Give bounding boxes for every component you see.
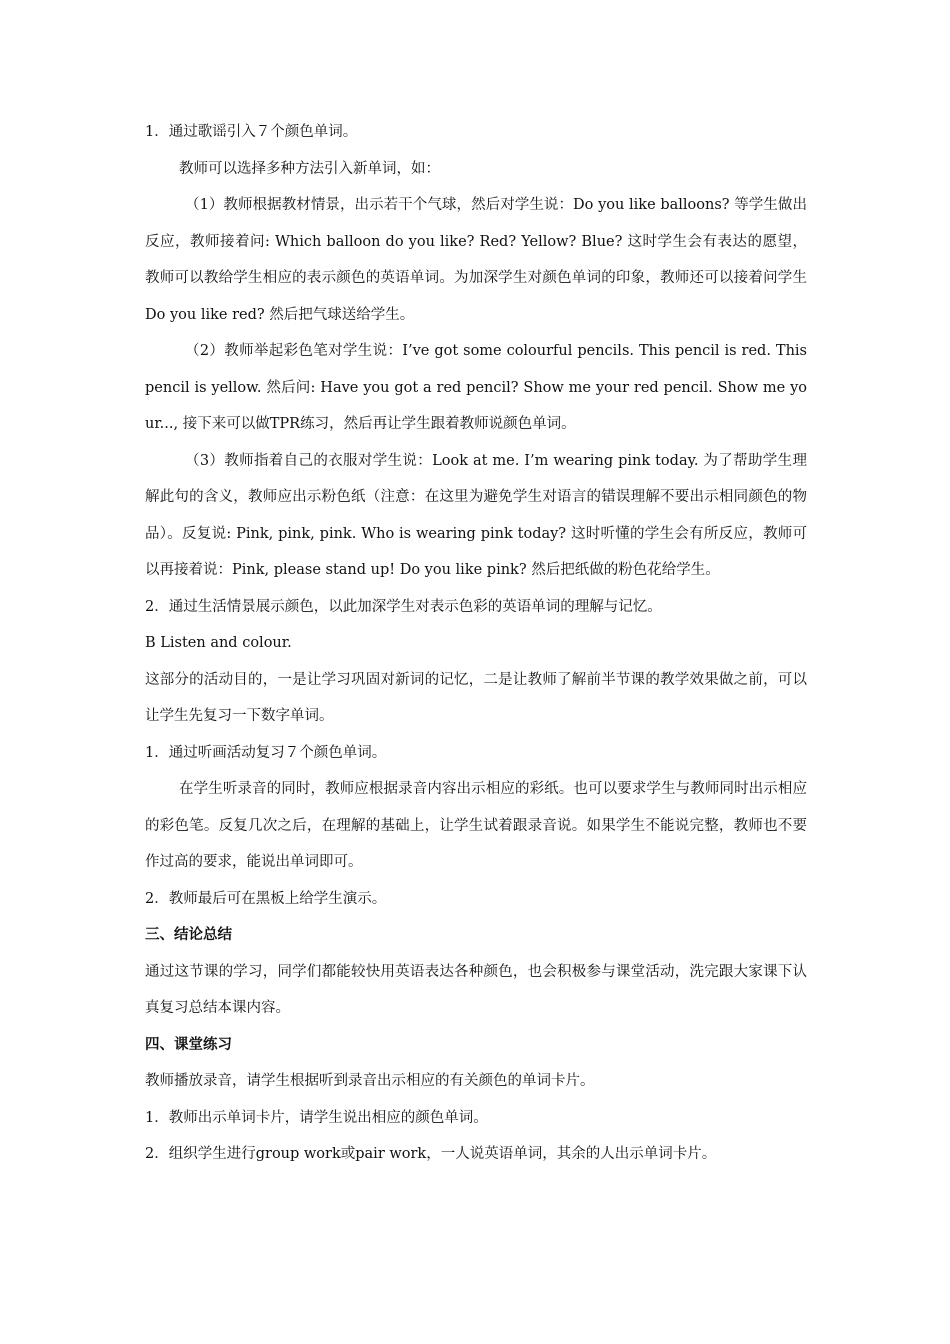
paragraph: 通过这节课的学习，同学们都能较快用英语表达各种颜色，也会积极参与课堂活动，洗完跟大家课下认真复习总结本课内容。 — [145, 963, 807, 1016]
list-item: 1．教师出示单词卡片，请学生说出相应的颜色单词。 — [145, 1109, 488, 1126]
paragraph: （3）教师指着自己的衣服对学生说：Look at me. I’m wearing pink today. 为了帮助学生理解此句的含义，教师应出示粉色纸（注意：在这里为避免学生对语言的错误理解不要出示相同颜色的物品）。反复说: Pink, pink, pink. Who is wearing pink today? 这时听懂的学生会有所反应，教师可以再接着说：Pink, please stand up! Do you like pink? 然后把纸做的粉色花给学生。 — [145, 452, 807, 578]
list-item: 1．通过歌谣引入７个颜色单词。 — [145, 124, 358, 140]
list-item: 2．组织学生进行group work或pair work，一人说英语单词，其余的人出示单词卡片。 — [145, 1146, 717, 1162]
paragraph: 教师可以选择多种方法引入新单词，如： — [179, 160, 440, 177]
section-label: B Listen and colour. — [145, 635, 292, 651]
paragraph: 在学生听录音的同时，教师应根据录音内容出示相应的彩纸。也可以要求学生与教师同时出示相应的彩色笔。反复几次之后，在理解的基础上，让学生试着跟录音说。如果学生不能说完整，教师也不要作过高的要求，能说出单词即可。 — [145, 781, 807, 870]
list-item: 1．通过听画活动复习７个颜色单词。 — [145, 744, 387, 761]
section-heading: 四、课堂练习 — [145, 1036, 232, 1053]
list-item: 2．通过生活情景展示颜色，以此加深学生对表示色彩的英语单词的理解与记忆。 — [145, 598, 662, 615]
paragraph: 这部分的活动目的，一是让学习巩固对新词的记忆，二是让教师了解前半节课的教学效果做之前，可以让学生先复习一下数字单词。 — [145, 671, 807, 724]
section-heading: 三、结论总结 — [145, 927, 232, 943]
document-body — [145, 114, 807, 1173]
list-item: 2．教师最后可在黑板上给学生演示。 — [145, 890, 387, 907]
paragraph: 教师播放录音，请学生根据听到录音出示相应的有关颜色的单词卡片。 — [145, 1073, 595, 1089]
paragraph: （1）教师根据教材情景，出示若干个气球，然后对学生说：Do you like balloons? 等学生做出反应，教师接着问: Which balloon do you like? Red? Yellow? Blue? 这时学生会有表达的愿望，教师可以教给学生相应的表示颜色的英语单词。为加深学生对颜色单词的印象，教师还可以接着问学生Do you like red? 然后把气球送给学生。 — [145, 197, 807, 323]
paragraph: （2）教师举起彩色笔对学生说：I’ve got some colourful pencils. This pencil is red. This pencil is yellow. 然后问: Have you got a red pencil? Show me your red pencil. Show me your..., 接下来可以做TPR练习，然后再让学生跟着教师说颜色单词。 — [145, 343, 807, 432]
